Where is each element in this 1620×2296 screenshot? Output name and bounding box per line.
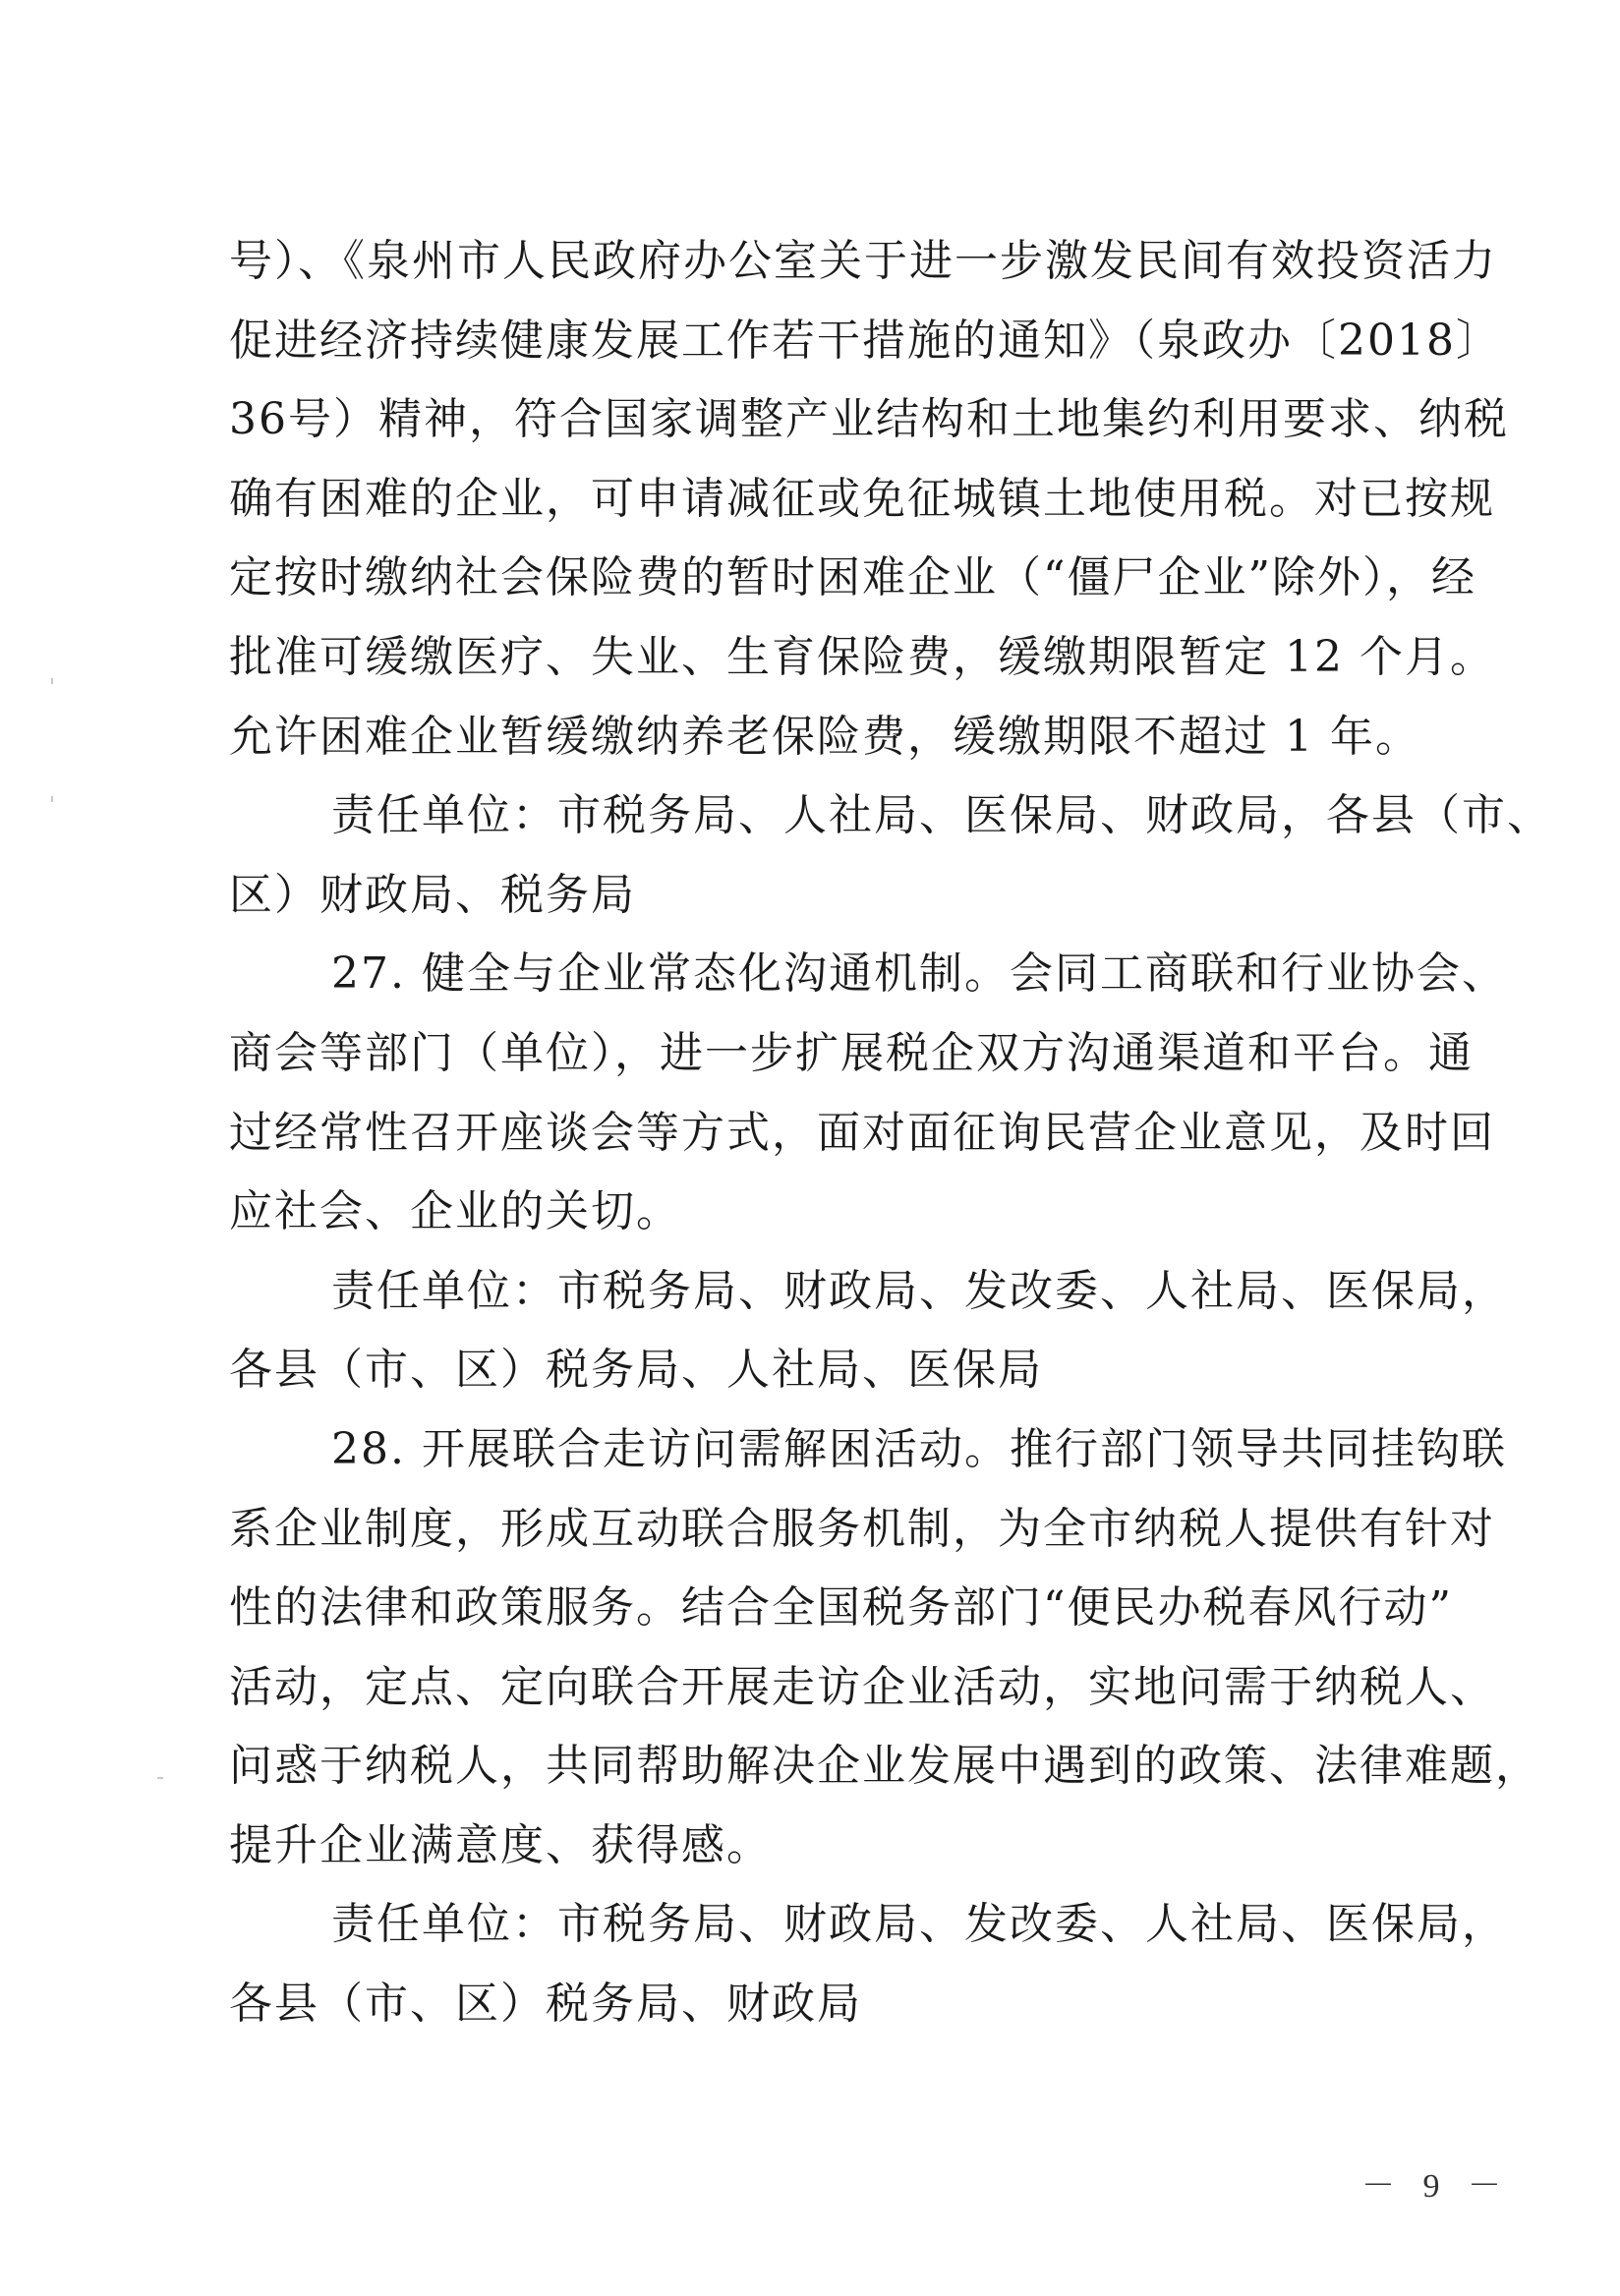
text-line: 区）财政局、税务局 — [229, 869, 636, 920]
scan-artifact — [51, 796, 53, 802]
text-line: 各县（市、区）税务局、人社局、医保局 — [229, 1345, 1043, 1396]
page-number: － 9 － — [1361, 2168, 1511, 2205]
text-line: 性的法律和政策服务。结合全国税务部门“便民办税春风行动” — [229, 1582, 1453, 1634]
text-line: 36号）精神，符合国家调整产业结构和土地集约利用要求、纳税 — [229, 394, 1509, 445]
scan-artifact — [51, 678, 53, 684]
responsible-units-27 — [229, 1252, 1507, 1410]
text-line: 确有困难的企业，可申请减征或免征城镇土地使用税。对已按规 — [229, 473, 1495, 524]
text-line: 号）、《泉州市人民政府办公室关于进一步激发民间有效投资活力 — [229, 236, 1497, 286]
text-line: 商会等部门（单位），进一步扩展税企双方沟通渠道和平台。通 — [229, 1027, 1474, 1078]
item-27 — [229, 935, 1507, 1251]
item-28 — [229, 1410, 1540, 1886]
responsible-units-28 — [229, 1885, 1507, 2043]
item-heading: 27. 健全与企业常态化沟通机制。会同工商联和行业协会、 — [331, 948, 1507, 1000]
text-line: 过经常性召开座谈会等方式，面对面征询民营企业意见，及时回 — [229, 1107, 1495, 1158]
text-line: 允许困难企业暂缓缴纳养老保险费，缓缴期限不超过 1 年。 — [229, 711, 1420, 762]
text-line: 促进经济持续健康发展工作若干措施的通知》（泉政办〔2018〕 — [229, 315, 1501, 366]
responsible-units-26 — [229, 776, 1552, 935]
paragraph-continuation — [229, 222, 1509, 776]
text-line: 责任单位：市税务局、财政局、发改委、人社局、医保局， — [331, 1899, 1507, 1950]
text-line: 提升企业满意度、获得感。 — [229, 1819, 772, 1870]
item-heading: 28. 开展联合走访问需解困活动。推行部门领导共同挂钩联 — [331, 1423, 1507, 1474]
text-line: 问惑于纳税人，共同帮助解决企业发展中遇到的政策、法律难题， — [229, 1741, 1540, 1792]
text-line: 系企业制度，形成互动联合服务机制，为全市纳税人提供有针对 — [229, 1503, 1495, 1554]
scan-artifact — [157, 1777, 163, 1779]
text-line: 应社会、企业的关切。 — [229, 1186, 681, 1237]
body-text — [229, 222, 1552, 2044]
text-line: 责任单位：市税务局、财政局、发改委、人社局、医保局， — [331, 1265, 1507, 1316]
text-line: 活动，定点、定向联合开展走访企业活动，实地问需于纳税人、 — [229, 1661, 1495, 1712]
text-line: 定按时缴纳社会保险费的暂时困难企业（“僵尸企业”除外），经 — [229, 552, 1476, 603]
text-line: 责任单位：市税务局、人社局、医保局、财政局，各县（市、 — [331, 790, 1552, 841]
text-line: 批准可缓缴医疗、失业、生育保险费，缓缴期限暂定 12 个月。 — [229, 631, 1495, 682]
text-line: 各县（市、区）税务局、财政局 — [229, 1979, 862, 2030]
